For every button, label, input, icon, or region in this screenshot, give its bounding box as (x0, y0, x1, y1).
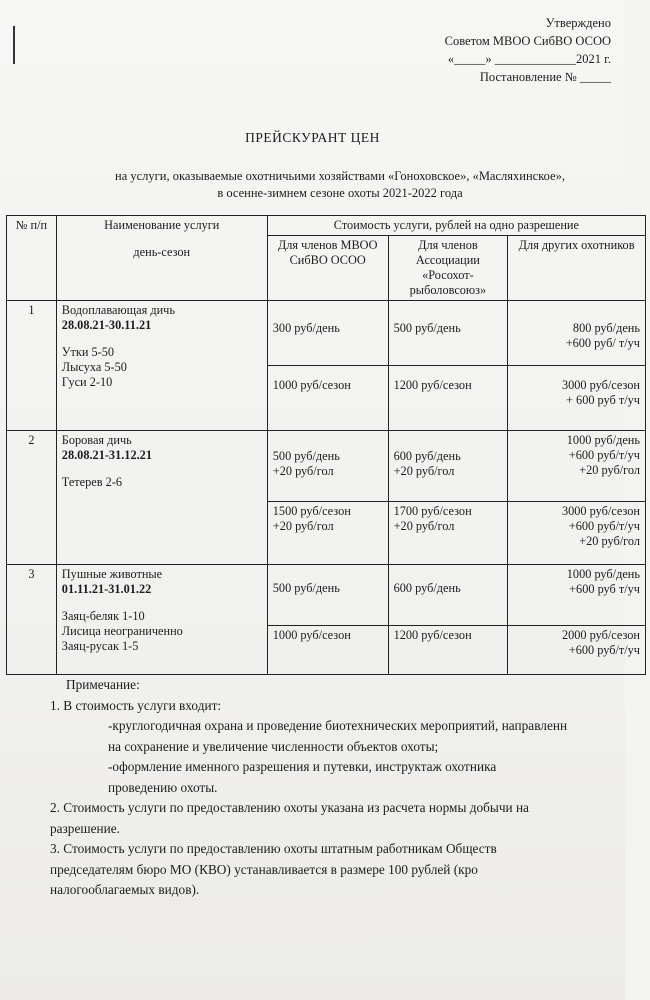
price-line: +20 руб/гол (393, 464, 455, 478)
price-season-members: 1000 руб/сезон (267, 366, 388, 431)
price-line: 1000 руб/день (566, 433, 640, 447)
row-no: 2 (7, 431, 57, 565)
price-day-others (508, 565, 646, 626)
service-dates: 28.08.21-31.12.21 (61, 448, 152, 462)
note-subitem: -оформление именного разрешения и путевки, инструктаж охотника (108, 759, 497, 774)
header-name-label: Наименование услуги (104, 218, 220, 232)
price-day-members: 500 руб/день (267, 565, 388, 626)
service-cell (56, 301, 267, 431)
price-line: 1000 руб/день (566, 567, 640, 581)
price-day-members: 300 руб/день (267, 301, 388, 366)
price-line: 3000 руб/сезон (561, 504, 640, 518)
price-line: +600 руб/ т/уч (565, 336, 640, 350)
approve-line: Советом МВОО СибВО ОСОО (444, 34, 611, 48)
price-line: + 600 руб т/уч (566, 393, 640, 407)
service-detail: Заяц-русак 1-5 (61, 639, 139, 653)
approval-block (445, 14, 611, 86)
table-row (7, 565, 646, 626)
note-subitem: проведению охоты. (108, 779, 218, 795)
price-line: 500 руб/день (272, 449, 340, 463)
price-line: +20 руб/гол (272, 519, 334, 533)
header-members: Для членов МВОО СибВО ОСОО (267, 236, 388, 301)
service-detail: Тетерев 2-6 (61, 475, 123, 489)
note-item: председателям бюро МО (КВО) устанавливается в размере 100 рублей (кро (50, 861, 478, 877)
approve-line: «_____» _____________2021 г. (447, 52, 611, 66)
header-association: Для членов Ассоциации «Росохот-рыболовсоюз» (388, 236, 508, 301)
table-row (7, 301, 646, 366)
service-detail: Гуси 2-10 (61, 375, 113, 389)
table-header-row (7, 216, 646, 236)
service-detail: Лисица неограниченно (61, 624, 183, 638)
price-line: 1700 руб/сезон (393, 504, 472, 518)
service-cell (56, 565, 267, 675)
price-season-others (508, 502, 646, 565)
service-name: Водоплавающая дичь (61, 303, 175, 317)
row-no: 3 (7, 565, 57, 675)
price-season-others (508, 366, 646, 431)
price-season-association: 1200 руб/сезон (388, 366, 508, 431)
header-name-sub: день-сезон (133, 245, 191, 259)
table-row (7, 431, 646, 502)
service-detail: Заяц-беляк 1-10 (61, 609, 145, 623)
price-day-others (508, 431, 646, 502)
price-line: 2000 руб/сезон (561, 628, 640, 642)
note-item: 2. Стоимость услуги по предоставлению охоты указана из расчета нормы добычи на (50, 800, 529, 815)
price-line: +20 руб/гол (272, 464, 334, 478)
price-table (6, 215, 646, 675)
service-cell (56, 431, 267, 565)
header-price: Стоимость услуги, рублей на одно разрешение (267, 216, 645, 236)
price-day-members (267, 431, 388, 502)
note-item: 1. В стоимость услуги входит: (50, 697, 222, 713)
price-day-association: 500 руб/день (388, 301, 508, 366)
price-line: 3000 руб/сезон (561, 378, 640, 392)
note-subitem: на сохранение и увеличение численности объектов охоты; (108, 738, 439, 754)
service-name: Пушные животные (61, 567, 163, 581)
price-line: +600 руб/т/уч (568, 448, 640, 462)
service-detail: Лысуха 5-50 (61, 360, 127, 374)
note-item: налогооблагаемых видов). (50, 882, 200, 897)
subtitle-line: на услуги, оказываемые охотничьими хозяйствами «Гоноховское», «Масляхинское», (115, 169, 565, 183)
price-day-others (508, 301, 646, 366)
header-name (56, 216, 267, 301)
price-season-association: 1200 руб/сезон (388, 626, 508, 675)
header-no: № п/п (7, 216, 57, 301)
document-title: ПРЕЙСКУРАНТ ЦЕН (245, 130, 380, 145)
row-no: 1 (7, 301, 57, 431)
price-line: +20 руб/гол (393, 519, 455, 533)
price-line: 800 руб/день (572, 321, 640, 335)
service-detail: Утки 5-50 (61, 345, 115, 359)
subtitle-line: в осенне-зимнем сезоне охоты 2021-2022 года (217, 186, 463, 200)
price-line: 600 руб/день (393, 449, 461, 463)
price-line: +20 руб/гол (579, 463, 640, 477)
price-line: 1500 руб/сезон (272, 504, 351, 518)
note-subitem: -круглогодичная охрана и проведение биотехнических мероприятий, направленн (108, 718, 568, 733)
header-others: Для других охотников (508, 236, 646, 301)
price-season-members: 1000 руб/сезон (267, 626, 388, 675)
price-season-members (267, 502, 388, 565)
price-day-association (388, 431, 508, 502)
price-season-others (508, 626, 646, 675)
price-line: +600 руб т/уч (569, 582, 640, 596)
notes-heading: Примечание: (66, 677, 140, 692)
price-line: +600 руб/т/уч (568, 519, 640, 533)
note-item: 3. Стоимость услуги по предоставлению охоты штатным работникам Обществ (50, 841, 497, 856)
price-line: +20 руб/гол (579, 534, 640, 548)
price-season-association (388, 502, 508, 565)
approve-line: Постановление № _____ (479, 70, 611, 84)
notes-section (50, 675, 650, 901)
document-subtitle (60, 168, 620, 202)
margin-mark (13, 26, 15, 64)
service-dates: 01.11.21-31.01.22 (61, 582, 152, 596)
service-dates: 28.08.21-30.11.21 (61, 318, 152, 332)
price-day-association: 600 руб/день (388, 565, 508, 626)
note-item: разрешение. (50, 820, 120, 836)
price-line: +600 руб/т/уч (568, 643, 640, 657)
approve-line: Утверждено (545, 16, 611, 30)
service-name: Боровая дичь (61, 433, 132, 447)
